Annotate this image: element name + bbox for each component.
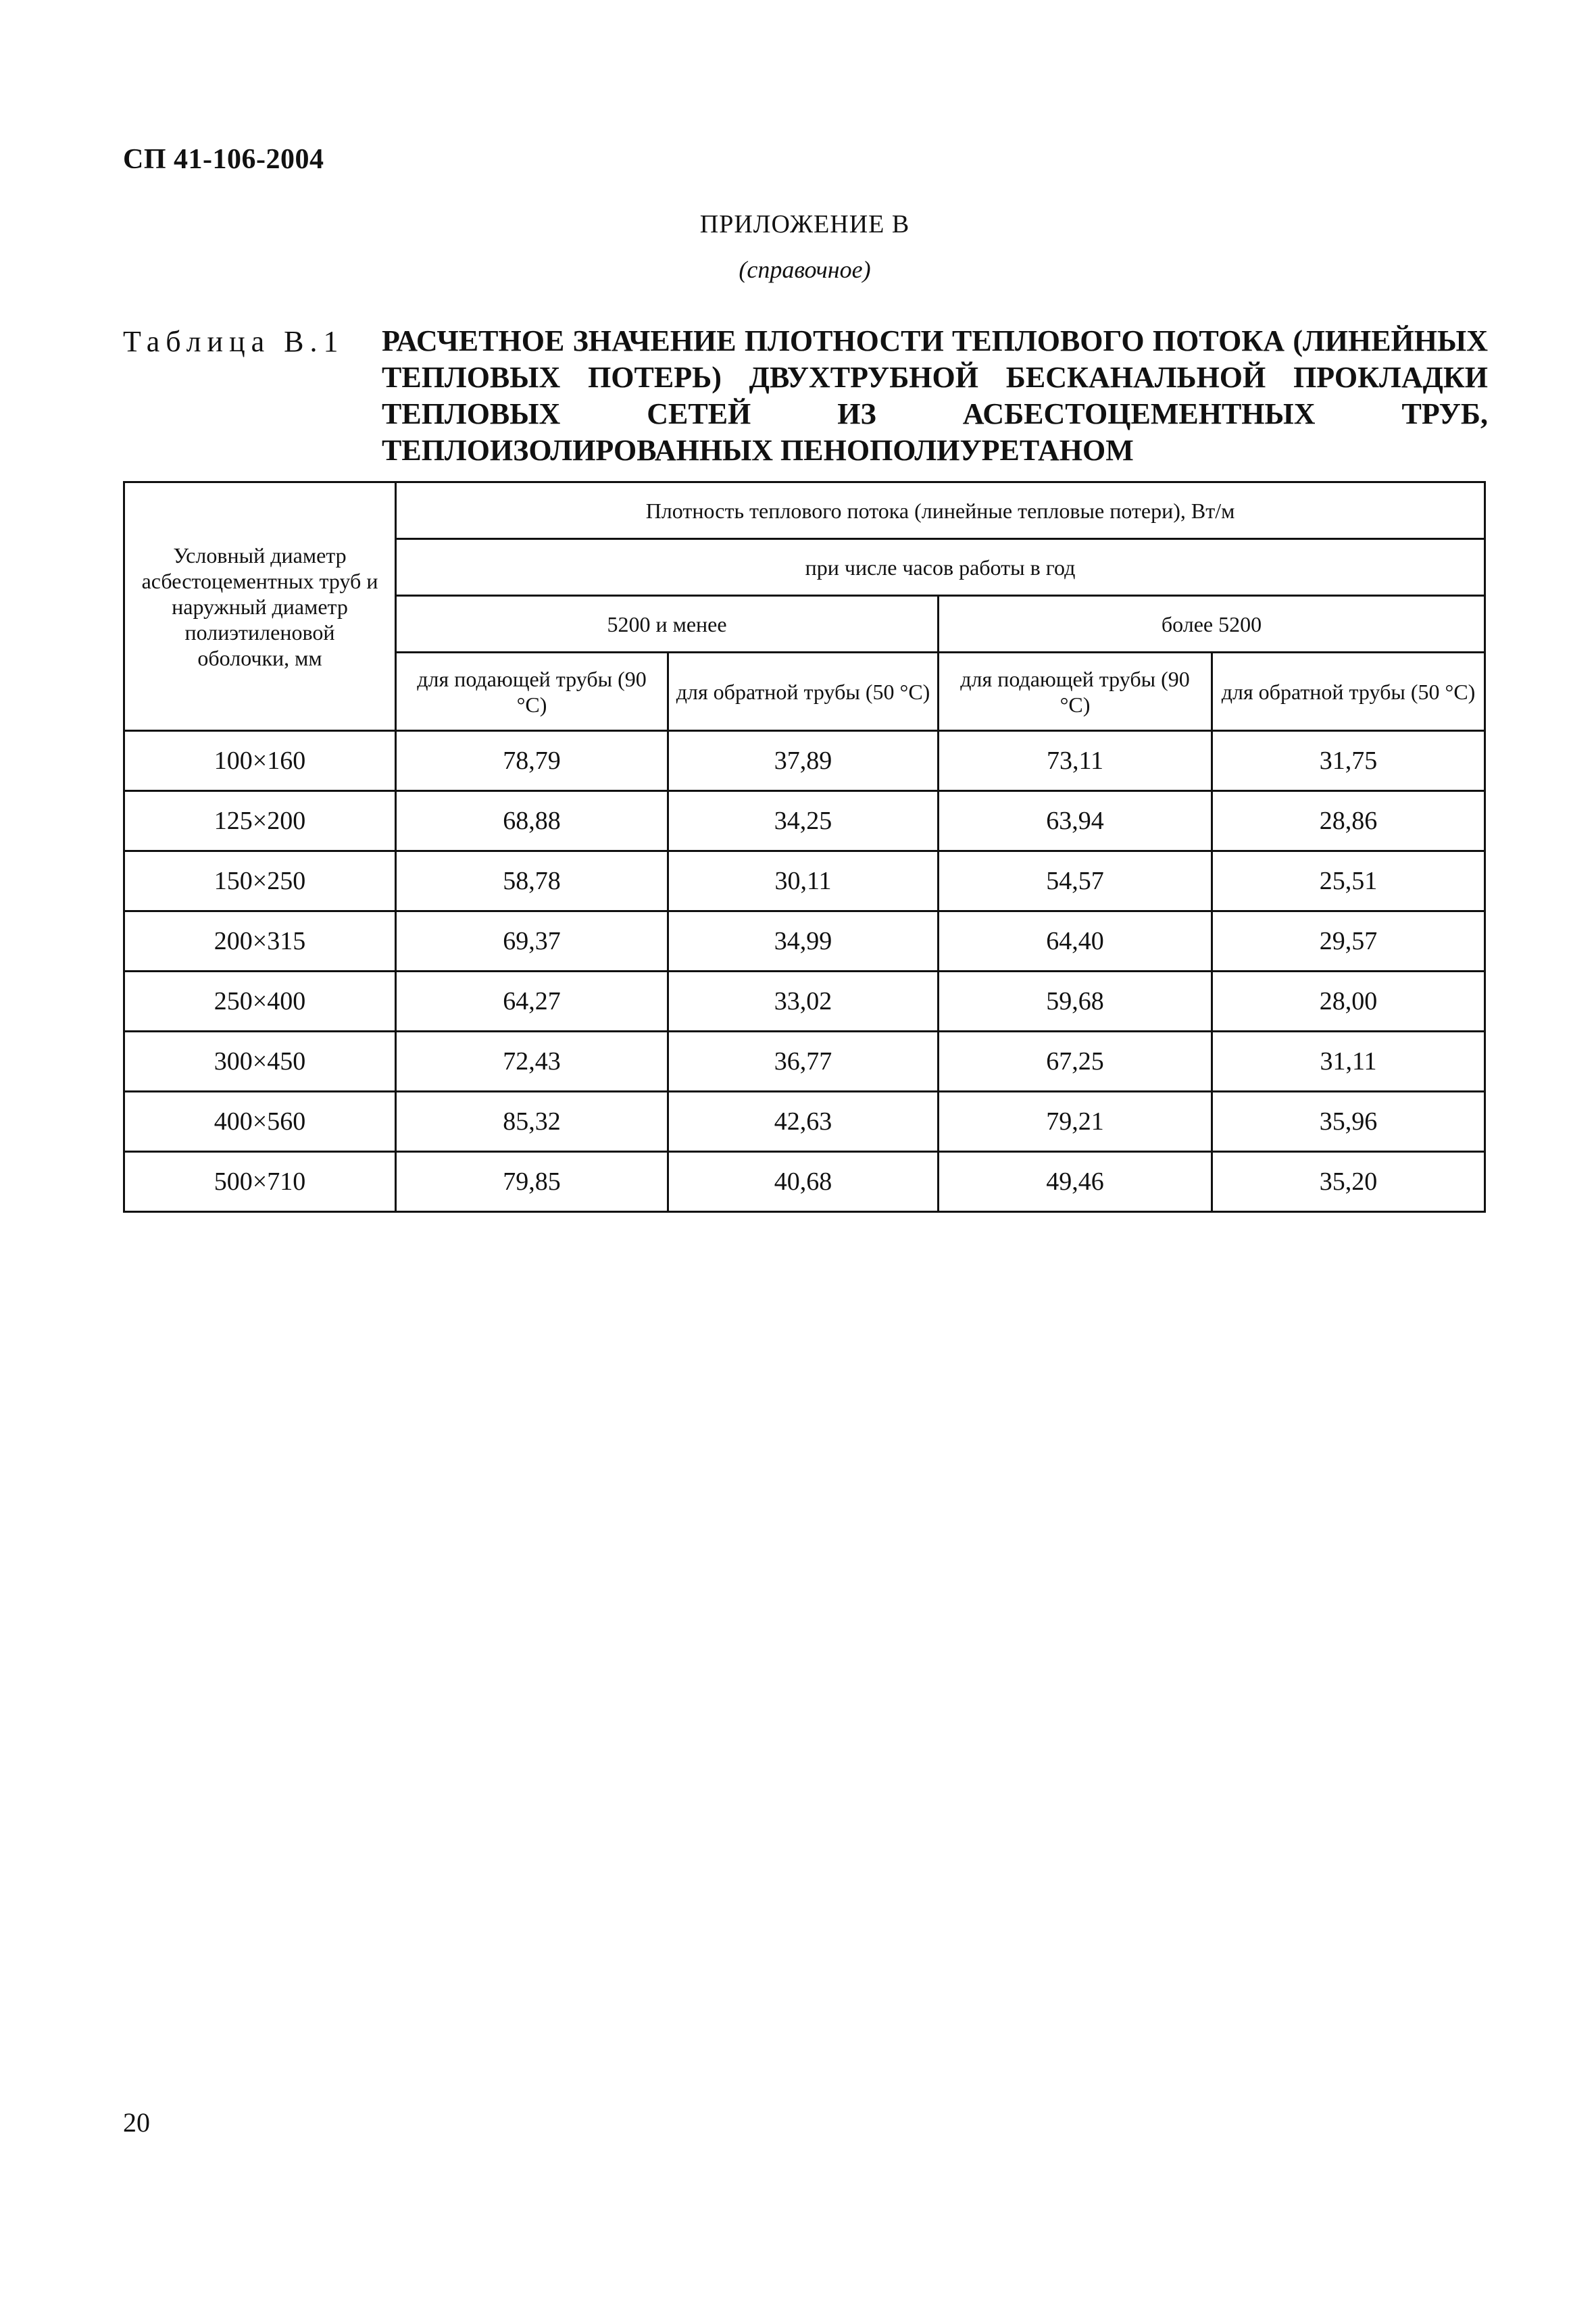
value-cell: 73,11 — [939, 731, 1212, 791]
appendix-note: (справочное) — [739, 256, 871, 283]
pipe-size-cell: 500×710 — [124, 1152, 396, 1212]
value-cell: 31,11 — [1212, 1032, 1485, 1092]
value-cell: 72,43 — [396, 1032, 668, 1092]
diameter-column-header: Условный диаметр асбестоцементных труб и наружный диаметр полиэтиленовой оболочки, мм — [124, 482, 396, 731]
return-pipe-header: для обратной трубы (50 °С) — [668, 653, 939, 731]
value-cell: 63,94 — [939, 791, 1212, 851]
pipe-size-cell: 100×160 — [124, 731, 396, 791]
value-cell: 78,79 — [396, 731, 668, 791]
hours-per-year-header: при числе часов работы в год — [396, 539, 1485, 596]
value-cell: 30,11 — [668, 851, 939, 911]
value-cell: 31,75 — [1212, 731, 1485, 791]
document-code: СП 41-106-2004 — [123, 144, 324, 175]
value-cell: 28,86 — [1212, 791, 1485, 851]
value-cell: 28,00 — [1212, 972, 1485, 1032]
period-header-5200-or-less: 5200 и менее — [396, 596, 939, 653]
value-cell: 42,63 — [668, 1092, 939, 1152]
pipe-size-cell: 400×560 — [124, 1092, 396, 1152]
pipe-size-cell: 125×200 — [124, 791, 396, 851]
value-cell: 37,89 — [668, 731, 939, 791]
value-cell: 79,85 — [396, 1152, 668, 1212]
value-cell: 64,40 — [939, 911, 1212, 972]
table-caption — [123, 323, 1488, 469]
table-row — [124, 1152, 1485, 1212]
pipe-size-cell: 300×450 — [124, 1032, 396, 1092]
value-cell: 54,57 — [939, 851, 1212, 911]
value-cell: 79,21 — [939, 1092, 1212, 1152]
value-cell: 36,77 — [668, 1032, 939, 1092]
table-row — [124, 972, 1485, 1032]
return-pipe-header: для обратной трубы (50 °С) — [1212, 653, 1485, 731]
value-cell: 64,27 — [396, 972, 668, 1032]
table-caption-text: РАСЧЕТНОЕ ЗНАЧЕНИЕ ПЛОТНОСТИ ТЕПЛОВОГО ПОТОКА (ЛИНЕЙНЫХ ТЕПЛОВЫХ ПОТЕРЬ) ДВУХТРУБНОЙ БЕСКАНАЛЬНОЙ ПРОКЛАДКИ ТЕПЛОВЫХ СЕТЕЙ ИЗ АСБЕСТОЦЕМЕНТНЫХ ТРУБ, ТЕПЛОИЗОЛИРОВАННЫХ ПЕНОПОЛИУРЕТАНОМ — [382, 324, 1488, 467]
value-cell: 59,68 — [939, 972, 1212, 1032]
value-cell: 40,68 — [668, 1152, 939, 1212]
pipe-size-cell: 200×315 — [124, 911, 396, 972]
table-row — [124, 1092, 1485, 1152]
supply-pipe-header: для подающей трубы (90 °С) — [939, 653, 1212, 731]
value-cell: 58,78 — [396, 851, 668, 911]
value-cell: 68,88 — [396, 791, 668, 851]
value-cell: 85,32 — [396, 1092, 668, 1152]
heat-flux-group-header: Плотность теплового потока (линейные тепловые потери), Вт/м — [396, 482, 1485, 539]
page-number: 20 — [123, 2107, 150, 2138]
value-cell: 29,57 — [1212, 911, 1485, 972]
value-cell: 34,25 — [668, 791, 939, 851]
value-cell: 34,99 — [668, 911, 939, 972]
heat-flux-table — [123, 481, 1486, 1213]
value-cell: 33,02 — [668, 972, 939, 1032]
table-row — [124, 911, 1485, 972]
value-cell: 67,25 — [939, 1032, 1212, 1092]
value-cell: 35,20 — [1212, 1152, 1485, 1212]
table-row — [124, 1032, 1485, 1092]
table-row — [124, 731, 1485, 791]
value-cell: 25,51 — [1212, 851, 1485, 911]
value-cell: 69,37 — [396, 911, 668, 972]
value-cell: 49,46 — [939, 1152, 1212, 1212]
table-caption-label: Таблица В.1 — [123, 325, 345, 358]
table-row — [124, 791, 1485, 851]
period-header-over-5200: более 5200 — [939, 596, 1485, 653]
appendix-title: ПРИЛОЖЕНИЕ В — [699, 210, 910, 238]
supply-pipe-header: для подающей трубы (90 °С) — [396, 653, 668, 731]
value-cell: 35,96 — [1212, 1092, 1485, 1152]
table-row — [124, 851, 1485, 911]
pipe-size-cell: 250×400 — [124, 972, 396, 1032]
pipe-size-cell: 150×250 — [124, 851, 396, 911]
